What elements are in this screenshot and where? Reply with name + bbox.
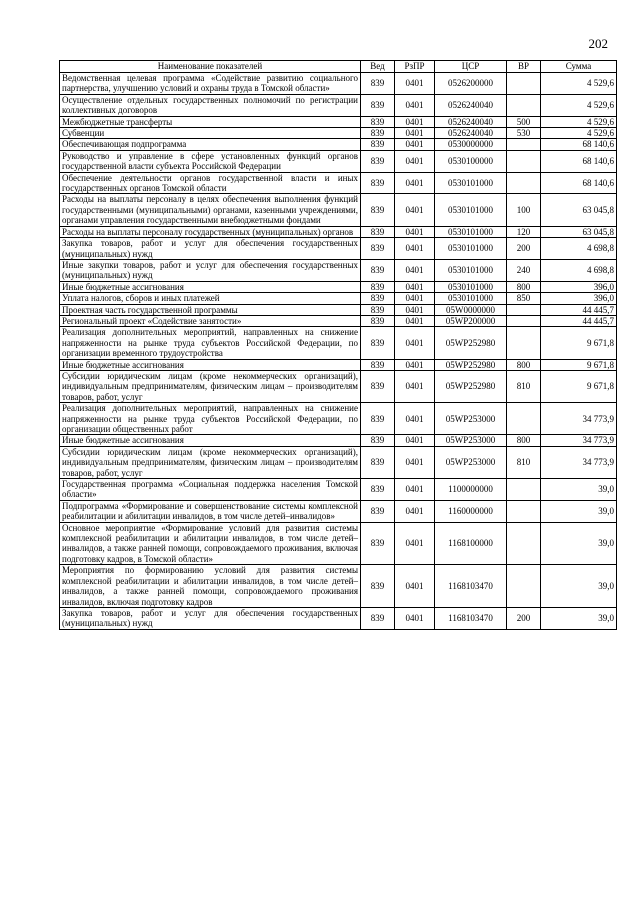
row-sum: 68 140,6 xyxy=(541,139,617,150)
table-header-row xyxy=(60,61,617,73)
row-rzpr: 0401 xyxy=(395,281,435,292)
header-rzpr: РзПР xyxy=(395,61,435,73)
table-row xyxy=(60,281,617,292)
row-ved: 839 xyxy=(361,172,395,194)
row-name: Мероприятия по формированию условий для развития системы комплексной реабилитации и абилитации инвалидов, в том числе детей–инвалидов, а также ранней помощи, сопровождаемого проживания инвалидов, включая подготовку кадров xyxy=(60,565,361,608)
row-rzpr: 0401 xyxy=(395,293,435,304)
row-name: Расходы на выплаты персоналу в целях обеспечения выполнения функций государственными (муниципальными) органами, казенными учреждениями, органами управления государственными внебюджетными фондами xyxy=(60,194,361,226)
row-rzpr: 0401 xyxy=(395,194,435,226)
table-row xyxy=(60,293,617,304)
row-rzpr: 0401 xyxy=(395,370,435,402)
header-vr: ВР xyxy=(507,61,541,73)
table-row xyxy=(60,259,617,281)
table-row xyxy=(60,73,617,95)
row-vr: 240 xyxy=(507,259,541,281)
row-ved: 839 xyxy=(361,607,395,629)
row-sum: 39,0 xyxy=(541,479,617,501)
row-rzpr: 0401 xyxy=(395,128,435,139)
row-name: Государственная программа «Социальная поддержка населения Томской области» xyxy=(60,479,361,501)
row-vr: 800 xyxy=(507,281,541,292)
table-row xyxy=(60,150,617,172)
row-csr: 1100000000 xyxy=(435,479,507,501)
row-name: Иные бюджетные ассигнования xyxy=(60,435,361,446)
table-row xyxy=(60,565,617,608)
row-sum: 63 045,8 xyxy=(541,226,617,237)
row-csr: 0526200000 xyxy=(435,73,507,95)
row-rzpr: 0401 xyxy=(395,446,435,478)
row-sum: 4 529,6 xyxy=(541,94,617,116)
row-sum: 34 773,9 xyxy=(541,435,617,446)
row-vr: 120 xyxy=(507,226,541,237)
table-row xyxy=(60,479,617,501)
row-csr: 05WP253000 xyxy=(435,435,507,446)
row-sum: 4 698,8 xyxy=(541,259,617,281)
row-vr xyxy=(507,139,541,150)
row-name: Уплата налогов, сборов и иных платежей xyxy=(60,293,361,304)
row-rzpr: 0401 xyxy=(395,327,435,359)
row-vr xyxy=(507,315,541,326)
row-rzpr: 0401 xyxy=(395,73,435,95)
row-csr: 1168100000 xyxy=(435,522,507,565)
row-vr: 100 xyxy=(507,194,541,226)
row-csr: 0530101000 xyxy=(435,259,507,281)
table-row xyxy=(60,435,617,446)
row-sum: 44 445,7 xyxy=(541,315,617,326)
row-ved: 839 xyxy=(361,522,395,565)
row-vr: 500 xyxy=(507,116,541,127)
row-sum: 68 140,6 xyxy=(541,172,617,194)
row-name: Расходы на выплаты персоналу государственных (муниципальных) органов xyxy=(60,226,361,237)
row-csr: 0530101000 xyxy=(435,172,507,194)
row-name: Проектная часть государственной программы xyxy=(60,304,361,315)
row-csr: 0530101000 xyxy=(435,226,507,237)
row-rzpr: 0401 xyxy=(395,315,435,326)
row-ved: 839 xyxy=(361,73,395,95)
row-ved: 839 xyxy=(361,304,395,315)
row-vr: 810 xyxy=(507,446,541,478)
row-name: Субвенции xyxy=(60,128,361,139)
row-csr: 0530100000 xyxy=(435,150,507,172)
row-csr: 0530101000 xyxy=(435,194,507,226)
table-row xyxy=(60,403,617,435)
row-sum: 4 529,6 xyxy=(541,73,617,95)
row-csr: 05WP252980 xyxy=(435,327,507,359)
row-ved: 839 xyxy=(361,315,395,326)
row-sum: 396,0 xyxy=(541,281,617,292)
row-sum: 68 140,6 xyxy=(541,150,617,172)
row-rzpr: 0401 xyxy=(395,94,435,116)
row-ved: 839 xyxy=(361,139,395,150)
row-ved: 839 xyxy=(361,116,395,127)
row-sum: 34 773,9 xyxy=(541,446,617,478)
row-vr: 530 xyxy=(507,128,541,139)
row-csr: 1168103470 xyxy=(435,565,507,608)
row-ved: 839 xyxy=(361,359,395,370)
row-vr: 800 xyxy=(507,359,541,370)
page-number: 202 xyxy=(588,36,608,51)
row-csr: 0530101000 xyxy=(435,281,507,292)
row-csr: 05WP253000 xyxy=(435,446,507,478)
row-vr: 200 xyxy=(507,607,541,629)
row-csr: 0526240040 xyxy=(435,94,507,116)
table-row xyxy=(60,128,617,139)
header-csr: ЦСР xyxy=(435,61,507,73)
row-csr: 05WP253000 xyxy=(435,403,507,435)
row-name: Иные бюджетные ассигнования xyxy=(60,359,361,370)
row-ved: 839 xyxy=(361,479,395,501)
table-row xyxy=(60,226,617,237)
row-vr xyxy=(507,565,541,608)
table-row xyxy=(60,359,617,370)
row-name: Реализация дополнительных мероприятий, направленных на снижение напряженности на рынке труда субъектов Российской Федерации, по организации общественных работ xyxy=(60,403,361,435)
row-vr xyxy=(507,304,541,315)
row-sum: 39,0 xyxy=(541,500,617,522)
table-row xyxy=(60,500,617,522)
row-name: Реализация дополнительных мероприятий, направленных на снижение напряженности на рынке труда субъектов Российской Федерации, по организации временного трудоустройства xyxy=(60,327,361,359)
row-vr xyxy=(507,522,541,565)
row-ved: 839 xyxy=(361,194,395,226)
row-csr: 05W0000000 xyxy=(435,304,507,315)
row-sum: 4 529,6 xyxy=(541,128,617,139)
row-sum: 9 671,8 xyxy=(541,359,617,370)
row-vr xyxy=(507,327,541,359)
row-csr: 05WP252980 xyxy=(435,359,507,370)
row-name: Иные бюджетные ассигнования xyxy=(60,281,361,292)
row-ved: 839 xyxy=(361,293,395,304)
row-ved: 839 xyxy=(361,259,395,281)
row-csr: 05WP252980 xyxy=(435,370,507,402)
row-ved: 839 xyxy=(361,94,395,116)
row-name: Основное мероприятие «Формирование условий для развития системы комплексной реабилитации и абилитации инвалидов, в том числе детей–инвалидов, а также ранней помощи, сопровождаемого проживания, включая подготовку кадров, в Томской области» xyxy=(60,522,361,565)
row-vr: 810 xyxy=(507,370,541,402)
row-vr: 850 xyxy=(507,293,541,304)
row-name: Субсидии юридическим лицам (кроме некоммерческих организаций), индивидуальным предпринимателям, физическим лицам – производителям товаров, работ, услуг xyxy=(60,370,361,402)
row-vr xyxy=(507,500,541,522)
table-row xyxy=(60,370,617,402)
table-row xyxy=(60,116,617,127)
table-row xyxy=(60,238,617,260)
row-ved: 839 xyxy=(361,500,395,522)
row-vr xyxy=(507,73,541,95)
row-rzpr: 0401 xyxy=(395,150,435,172)
row-vr xyxy=(507,94,541,116)
row-name: Обеспечивающая подпрограмма xyxy=(60,139,361,150)
table-row xyxy=(60,315,617,326)
row-vr: 800 xyxy=(507,435,541,446)
row-name: Межбюджетные трансферты xyxy=(60,116,361,127)
row-name: Подпрограмма «Формирование и совершенствование системы комплексной реабилитации и абилитации инвалидов, в том числе детей–инвалидов» xyxy=(60,500,361,522)
row-name: Иные закупки товаров, работ и услуг для обеспечения государственных (муниципальных) нужд xyxy=(60,259,361,281)
table-body xyxy=(60,73,617,630)
row-csr: 0530000000 xyxy=(435,139,507,150)
row-rzpr: 0401 xyxy=(395,238,435,260)
budget-table xyxy=(59,60,617,630)
row-vr xyxy=(507,172,541,194)
row-rzpr: 0401 xyxy=(395,565,435,608)
row-rzpr: 0401 xyxy=(395,500,435,522)
row-name: Ведомственная целевая программа «Содействие развитию социального партнерства, улучшению условий и охраны труда в Томской области» xyxy=(60,73,361,95)
row-sum: 396,0 xyxy=(541,293,617,304)
row-sum: 9 671,8 xyxy=(541,327,617,359)
row-sum: 39,0 xyxy=(541,565,617,608)
table-row xyxy=(60,304,617,315)
row-ved: 839 xyxy=(361,226,395,237)
row-sum: 39,0 xyxy=(541,607,617,629)
header-sum: Сумма xyxy=(541,61,617,73)
row-csr: 0526240040 xyxy=(435,128,507,139)
row-sum: 9 671,8 xyxy=(541,370,617,402)
row-name: Субсидии юридическим лицам (кроме некоммерческих организаций), индивидуальным предпринимателям, физическим лицам – производителям товаров, работ, услуг xyxy=(60,446,361,478)
row-sum: 4 529,6 xyxy=(541,116,617,127)
row-rzpr: 0401 xyxy=(395,403,435,435)
table-row xyxy=(60,522,617,565)
row-rzpr: 0401 xyxy=(395,116,435,127)
table-row xyxy=(60,172,617,194)
row-sum: 44 445,7 xyxy=(541,304,617,315)
row-ved: 839 xyxy=(361,238,395,260)
row-ved: 839 xyxy=(361,370,395,402)
row-name: Закупка товаров, работ и услуг для обеспечения государственных (муниципальных) нужд xyxy=(60,607,361,629)
row-name: Закупка товаров, работ и услуг для обеспечения государственных (муниципальных) нужд xyxy=(60,238,361,260)
row-csr: 0526240040 xyxy=(435,116,507,127)
row-sum: 63 045,8 xyxy=(541,194,617,226)
row-sum: 39,0 xyxy=(541,522,617,565)
row-ved: 839 xyxy=(361,150,395,172)
row-sum: 34 773,9 xyxy=(541,403,617,435)
row-csr: 1160000000 xyxy=(435,500,507,522)
row-name: Осуществление отдельных государственных полномочий по регистрации коллективных договоров xyxy=(60,94,361,116)
row-rzpr: 0401 xyxy=(395,226,435,237)
row-ved: 839 xyxy=(361,446,395,478)
row-rzpr: 0401 xyxy=(395,304,435,315)
row-rzpr: 0401 xyxy=(395,607,435,629)
row-name: Руководство и управление в сфере установленных функций органов государственной власти субъекта Российской Федерации xyxy=(60,150,361,172)
row-rzpr: 0401 xyxy=(395,359,435,370)
row-rzpr: 0401 xyxy=(395,259,435,281)
row-vr xyxy=(507,479,541,501)
row-csr: 1168103470 xyxy=(435,607,507,629)
row-csr: 0530101000 xyxy=(435,293,507,304)
row-csr: 0530101000 xyxy=(435,238,507,260)
table-row xyxy=(60,607,617,629)
row-rzpr: 0401 xyxy=(395,139,435,150)
row-ved: 839 xyxy=(361,327,395,359)
table-row xyxy=(60,194,617,226)
row-ved: 839 xyxy=(361,281,395,292)
row-vr xyxy=(507,150,541,172)
row-ved: 839 xyxy=(361,128,395,139)
header-ved: Вед xyxy=(361,61,395,73)
row-vr: 200 xyxy=(507,238,541,260)
row-ved: 839 xyxy=(361,403,395,435)
row-rzpr: 0401 xyxy=(395,522,435,565)
table-row xyxy=(60,327,617,359)
row-ved: 839 xyxy=(361,565,395,608)
header-name: Наименование показателей xyxy=(60,61,361,73)
row-rzpr: 0401 xyxy=(395,172,435,194)
row-csr: 05WP200000 xyxy=(435,315,507,326)
row-name: Региональный проект «Содействие занятости» xyxy=(60,315,361,326)
row-ved: 839 xyxy=(361,435,395,446)
row-rzpr: 0401 xyxy=(395,479,435,501)
row-name: Обеспечение деятельности органов государственной власти и иных государственных органов Томской области xyxy=(60,172,361,194)
row-sum: 4 698,8 xyxy=(541,238,617,260)
table-row xyxy=(60,94,617,116)
row-vr xyxy=(507,403,541,435)
row-rzpr: 0401 xyxy=(395,435,435,446)
table-row xyxy=(60,139,617,150)
table-row xyxy=(60,446,617,478)
